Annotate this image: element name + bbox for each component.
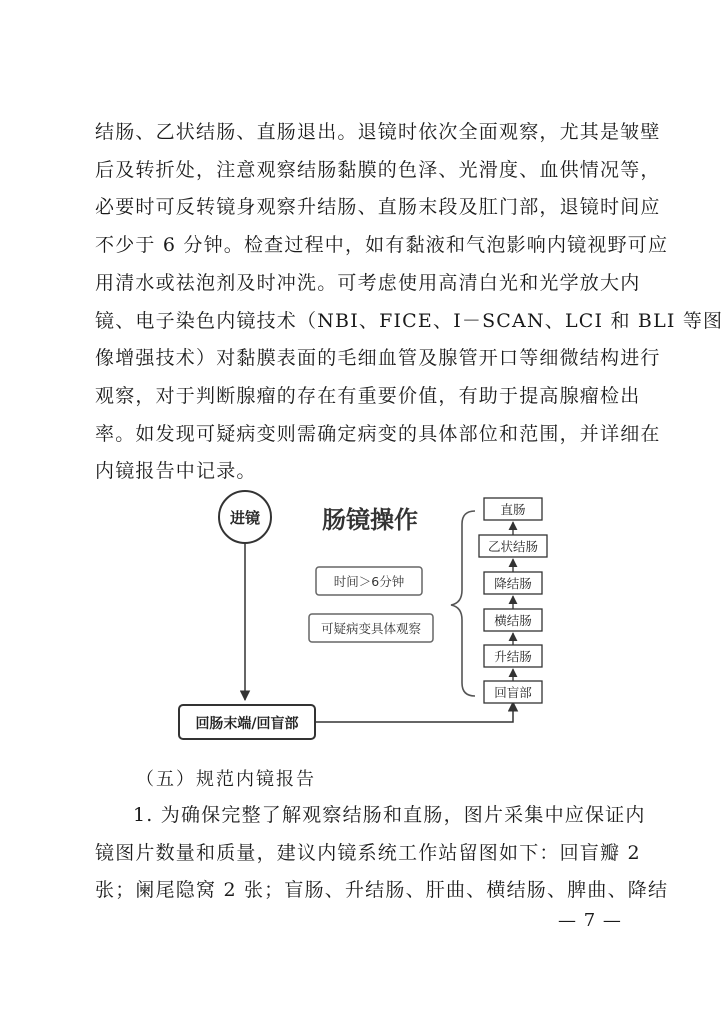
step-label: 乙状结肠	[487, 539, 539, 554]
start-node	[219, 491, 271, 543]
text-line: 后及转折处，注意观察结肠黏膜的色泽、光滑度、血供情况等，	[95, 158, 661, 181]
step-label: 降结肠	[494, 576, 532, 591]
step-ascending-colon	[484, 645, 542, 667]
step-transverse-colon	[484, 609, 542, 631]
paragraph-image-collection	[95, 797, 669, 910]
note-suspicious-lesion	[309, 614, 433, 642]
step-label: 直肠	[500, 502, 526, 517]
text-line: 率。如发现可疑病变则需确定病变的具体部位和范围，并详细在	[95, 422, 661, 445]
end-node	[179, 705, 315, 739]
step-label: 升结肠	[494, 649, 532, 664]
text-line: 不少于 6 分钟。检查过程中，如有黏液和气泡影响内镜视野可应	[95, 234, 669, 257]
step-rectum	[484, 498, 542, 520]
section-heading: （五）规范内镜报告	[136, 769, 316, 790]
text-line: 结肠、乙状结肠、直肠退出。退镜时依次全面观察，尤其是皱壁	[95, 121, 661, 143]
step-descending-colon	[484, 572, 542, 594]
step-sigmoid-colon	[479, 535, 547, 557]
start-node-label: 进镜	[229, 509, 261, 527]
step-label: 回盲部	[494, 685, 532, 700]
text-line: 观察，对于判断腺瘤的存在有重要价值，有助于提高腺瘤检出	[95, 384, 641, 407]
text-line: 内镜报告中记录。	[95, 460, 257, 483]
diagram-title: 肠镜操作	[322, 506, 418, 534]
note-suspicious-lesion-label: 可疑病变具体观察	[320, 621, 422, 636]
step-cecum	[484, 681, 542, 703]
text-line: 必要时可反转镜身观察升结肠、直肠末段及肛门部，退镜时间应	[95, 196, 661, 219]
text-line: 镜图片数量和质量，建议内镜系统工作站留图如下：回盲瓣 2	[95, 841, 641, 864]
text-line: 像增强技术）对黏膜表面的毛细血管及腺管开口等细微结构进行	[95, 347, 661, 370]
page-number: — 7 —	[558, 910, 622, 931]
end-node-label: 回肠末端/回盲部	[195, 716, 299, 732]
text-line: 张；阑尾隐窝 2 张；盲肠、升结肠、肝曲、横结肠、脾曲、降结	[95, 879, 669, 902]
note-time-label: 时间＞6分钟	[333, 574, 405, 589]
note-time	[316, 567, 422, 595]
brace	[451, 511, 475, 696]
step-label: 横结肠	[494, 613, 532, 628]
text-line: 1. 为确保完整了解观察结肠和直肠，图片采集中应保证内	[133, 804, 646, 826]
connector-arrow	[315, 702, 513, 722]
text-line: 镜、电子染色内镜技术（NBI、FICE、I－SCAN、LCI 和 BLI 等图	[95, 309, 724, 332]
text-line: 用清水或祛泡剂及时冲洗。可考虑使用高清白光和光学放大内	[95, 271, 641, 294]
